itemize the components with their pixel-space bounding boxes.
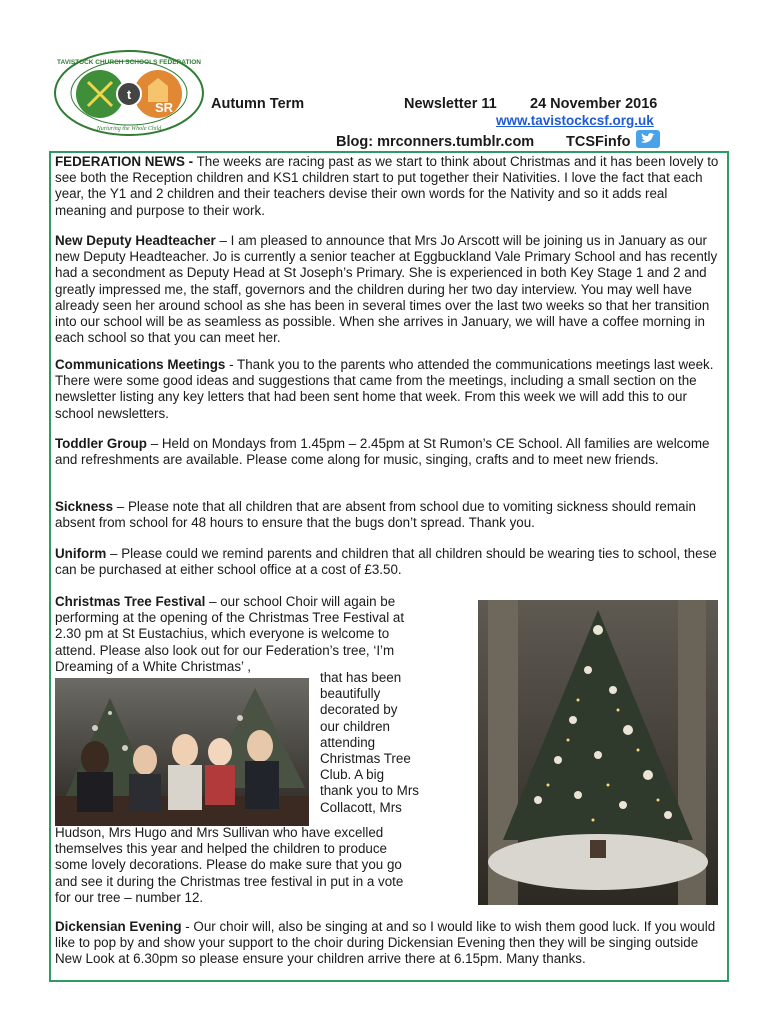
section-body: - Our choir will, also be singing at and so I would like to wish them good luck. If you would like to pop by and show your support to the choir during Dickensian Evening then they will be singing outside New Look at 6.30pm so please ensure your children arrive there at 6.15pm. Many thanks. <box>55 919 716 967</box>
section-heading: New Deputy Headteacher <box>55 233 216 248</box>
term-label: Autumn Term <box>211 96 305 112</box>
section-body: The weeks are racing past as we start to think about Christmas and it has been lovely to see both the Reception children and KS1 children start to put together their Nativities. I love the fact that each year, the Y1 and 2 children and their teachers devise their own words for the Nativity and so it adds real meaning and purpose to their work. <box>55 154 719 218</box>
blog-link[interactable]: Blog: mrconners.tumblr.com <box>336 134 535 150</box>
svg-text:Nurturing the Whole Child: Nurturing the Whole Child <box>96 126 162 132</box>
section-body: – I am pleased to announce that Mrs Jo Arscott will be joining us in January as our new Deputy Headteacher. Jo is currently a senior teacher at Eggbuckland Vale Primary School and has recently had a secondment as Deputy Head at St Joseph’s Primary. She is experienced in both Key Stage 1 and 2 and greatly impressed me, the staff, governors and the children during her two day interview. You may well have already seen her around school as she has been in several times over the last two weeks so that her transition into our school will be as seamless as possible. When she arrives in January, we will have a coffee morning in each school so that you can meet her. <box>55 233 718 346</box>
toddler-group <box>55 436 720 468</box>
tree-festival-side: that has been beautifully decorated by our children attending Christmas Tree Club. A big thank you to Mrs Collacott, Mrs <box>320 670 419 815</box>
section-body: – Please note that all children that are absent from school due to vomiting sickness should remain absent from school for 48 hours to ensure that the bugs don’t spread. Thank you. <box>55 499 696 531</box>
communications-meetings <box>55 357 720 422</box>
svg-text:t: t <box>126 87 132 102</box>
section-heading: Dickensian Evening <box>55 919 182 934</box>
section-heading: Christmas Tree Festival <box>55 594 206 609</box>
website-link[interactable]: www.tavistockcsf.org.uk <box>496 113 654 128</box>
section-heading: Sickness <box>55 499 114 514</box>
tree-festival-intro <box>55 594 405 675</box>
newsletter-number: Newsletter 11 <box>404 96 497 112</box>
section-body: – Held on Mondays from 1.45pm – 2.45pm at St Rumon’s CE School. All families are welcome and refreshments are available. Please come along for music, singing, crafts and to meet new friends. <box>55 436 710 468</box>
dickensian-evening <box>55 919 720 968</box>
sickness <box>55 499 720 531</box>
svg-text:SR: SR <box>155 100 174 115</box>
section-body: - Thank you to the parents who attended the communications meetings last week. There were some good ideas and suggestions that came from the meetings, including a small section on the newsletter listing any key letters that had been sent home that week. From this week we will add this to our school newsletters. <box>55 357 714 421</box>
twitter-icon[interactable] <box>636 130 660 148</box>
section-heading: Communications Meetings <box>55 357 226 372</box>
christmas-tree-photo <box>478 600 718 905</box>
section-heading: Toddler Group <box>55 436 147 451</box>
children-photo <box>55 678 309 826</box>
federation-logo <box>50 48 208 138</box>
tree-festival-closing: Hudson, Mrs Hugo and Mrs Sullivan who have excelled themselves this year and helped the children to produce some lovely decorations. Please do make sure that you go and see it during the Christmas tree festival in put in a vote for our tree – number 12. <box>55 825 404 905</box>
deputy-headteacher <box>55 233 720 346</box>
uniform <box>55 546 720 578</box>
newsletter-date: 24 November 2016 <box>530 96 658 112</box>
svg-text:TAVISTOCK CHURCH SCHOOLS FEDER: TAVISTOCK CHURCH SCHOOLS FEDERATION <box>57 59 201 66</box>
section-body: – Please could we remind parents and children that all children should be wearing ties to school, these can be purchased at either school office at a cost of £3.50. <box>55 546 717 578</box>
twitter-handle[interactable]: TCSFinfo <box>566 134 631 150</box>
section-body: – our school Choir will again be performing at the opening of the Christmas Tree Festival at 2.30 pm at St Eustachius, which everyone is welcome to attend. Please also look out for our Federation’s tree, ‘I’m Dreaming of a White Christmas’ , <box>55 594 405 674</box>
federation-news <box>55 154 720 219</box>
section-heading: Uniform <box>55 546 107 561</box>
section-heading: FEDERATION NEWS - <box>55 154 194 169</box>
